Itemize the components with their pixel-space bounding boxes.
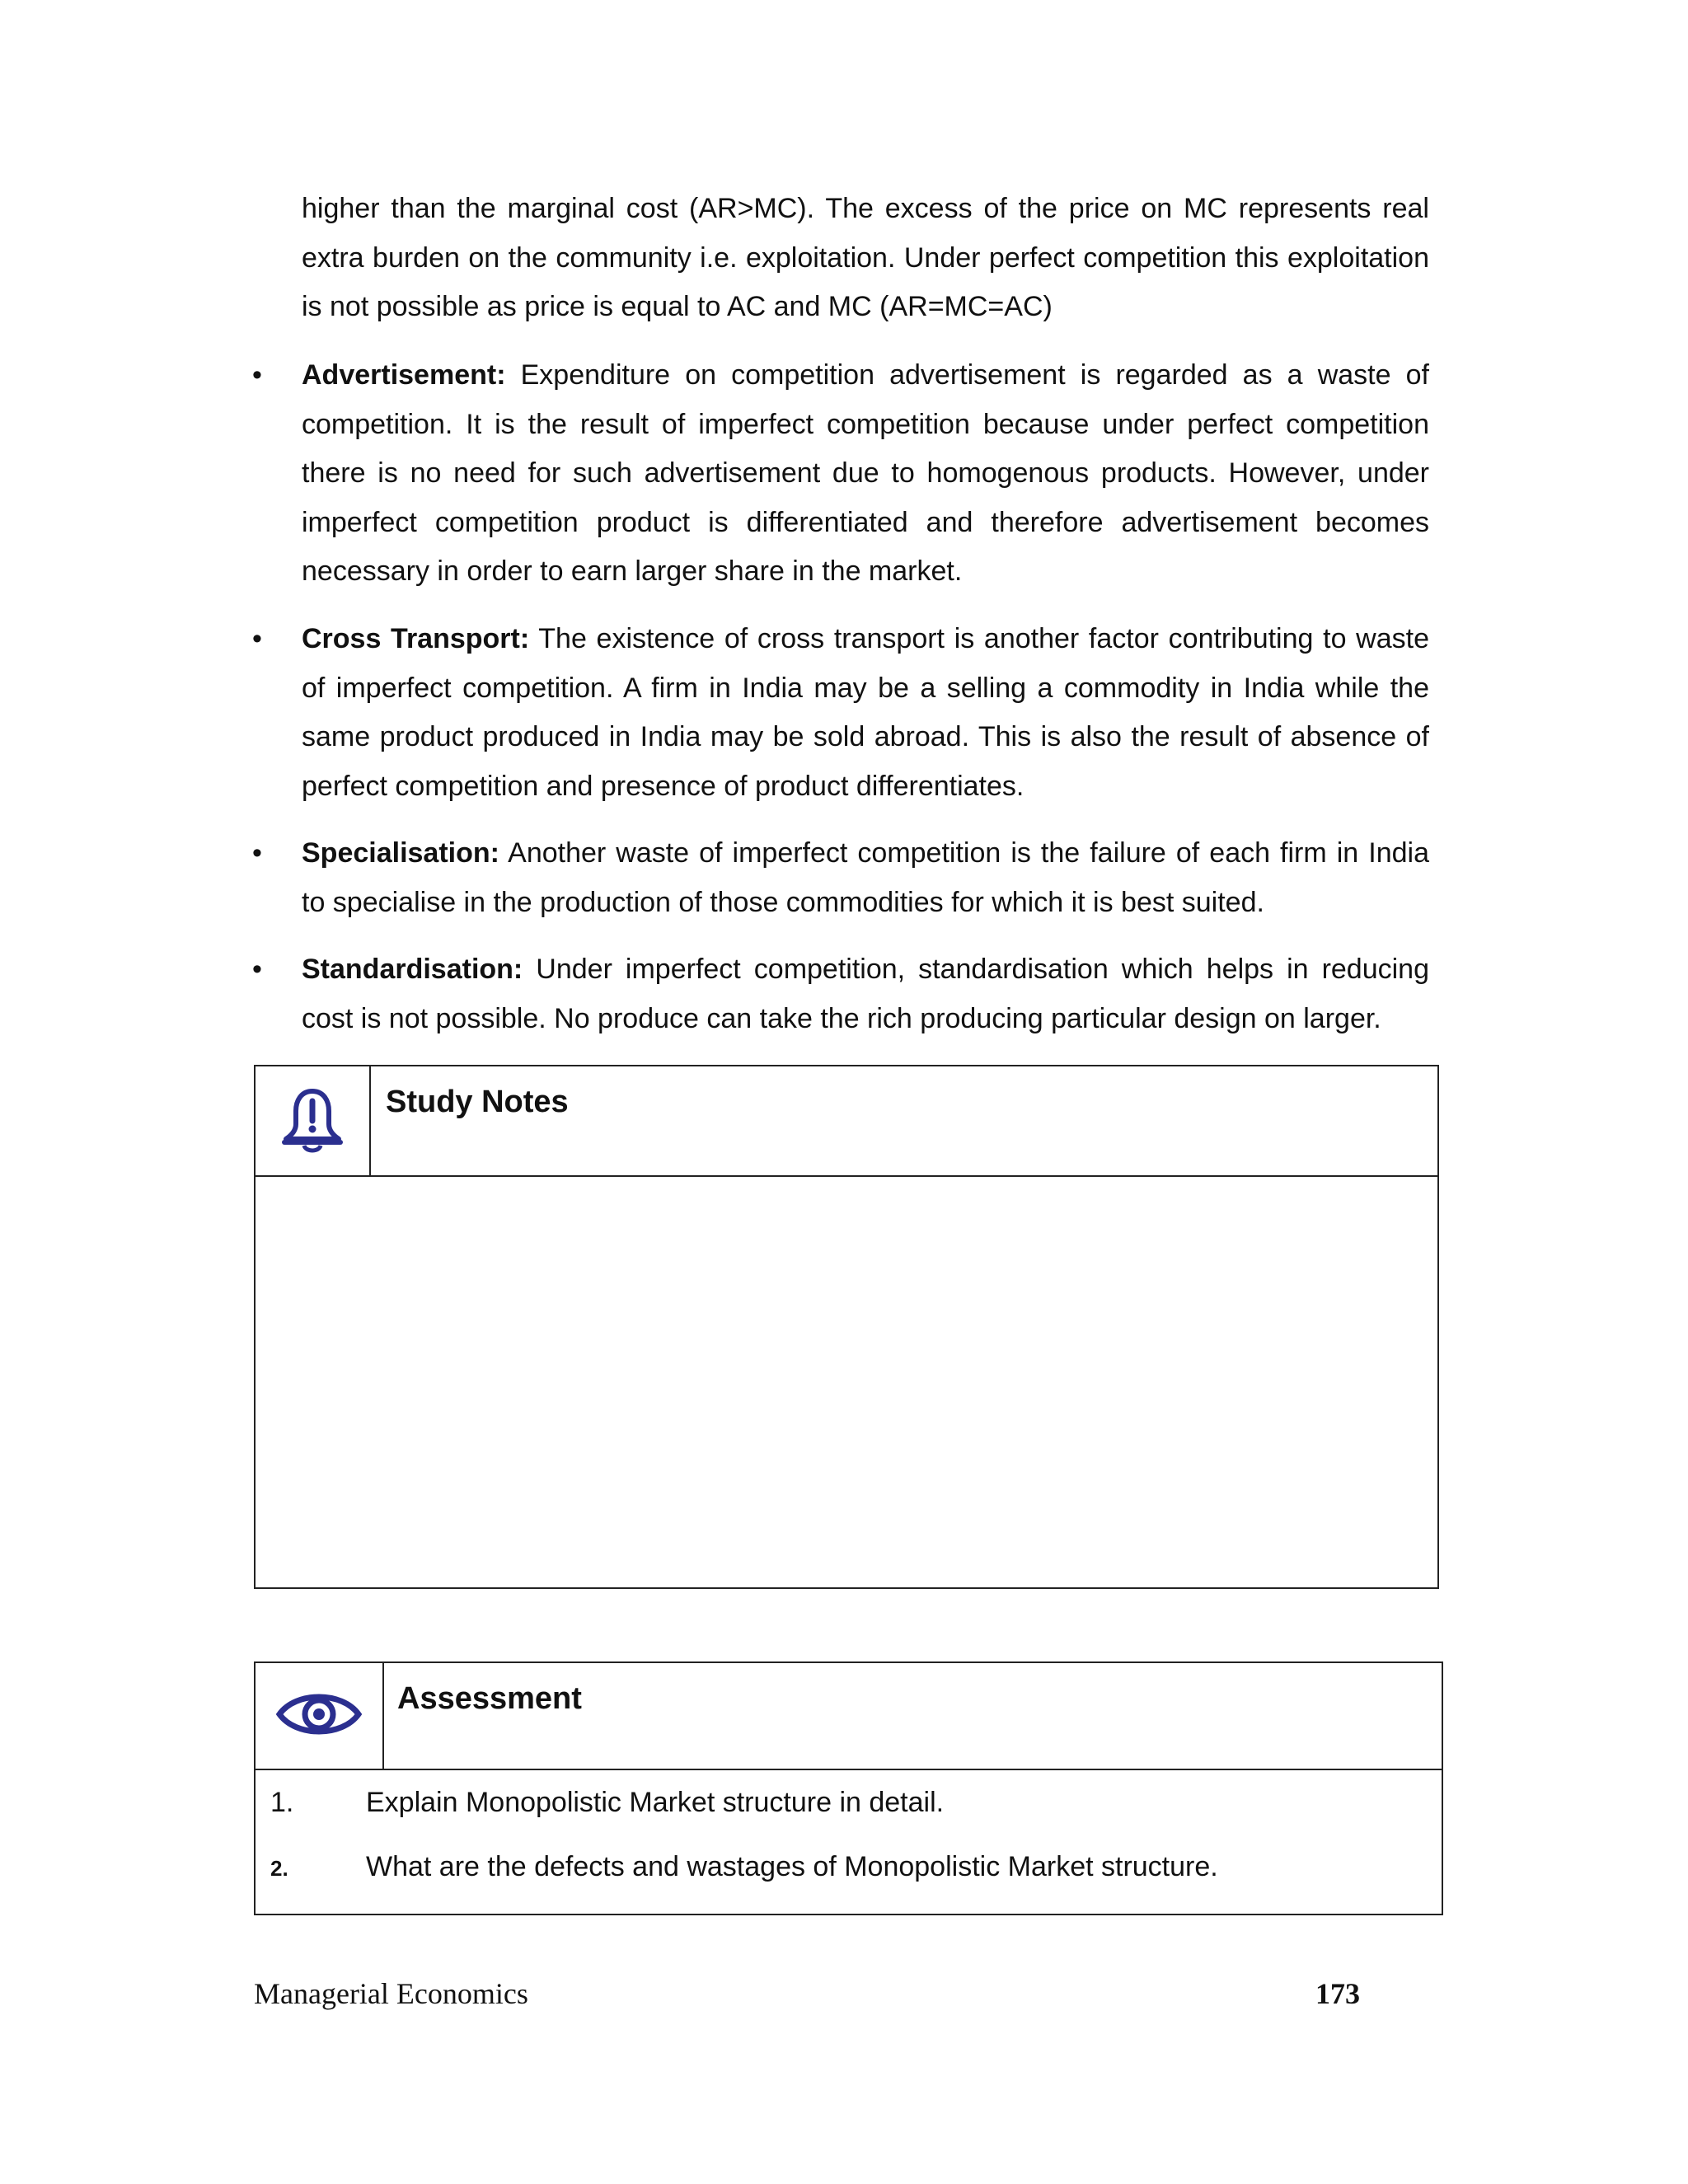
footer-page-number: 173	[1315, 1977, 1360, 2010]
bell-alert-icon	[278, 1085, 347, 1158]
question-number: 2.	[270, 1856, 288, 1881]
bullet-marker: •	[252, 954, 262, 985]
study-notes-header	[256, 1066, 1437, 1177]
question-text: Explain Monopolistic Market structure in detail.	[366, 1787, 945, 1818]
bullet-advertisement	[302, 351, 1429, 597]
eye-icon	[276, 1688, 362, 1745]
bullet-term: Advertisement:	[302, 359, 506, 391]
bullet-term: Cross Transport:	[302, 623, 530, 654]
bullet-marker: •	[252, 837, 262, 869]
study-notes-icon-cell	[256, 1066, 371, 1175]
bullet-standardisation	[302, 945, 1429, 1043]
question-number: 1.	[270, 1787, 294, 1818]
study-notes-body	[256, 1177, 1437, 1587]
bullet-term: Specialisation:	[302, 837, 499, 869]
assessment-icon-cell	[256, 1663, 384, 1769]
question-text: What are the defects and wastages of Monopolistic Market structure.	[366, 1851, 1218, 1882]
bullet-text: Under imperfect competition, standardisation which helps in reducing cost is not possible. No produce can take the rich producing particular design on larger.	[302, 954, 1429, 1034]
bullet-text: Expenditure on competition advertisement is regarded as a waste of competition. It is the result of imperfect competition because under perfect competition there is no need for such advertisement due to homogenous products. However, under imperfect competition product is differentiated and therefore advertisement becomes necessary in order to earn larger share in the market.	[302, 359, 1429, 587]
study-notes-title: Study Notes	[386, 1085, 569, 1119]
bullet-text: Another waste of imperfect competition is the failure of each firm in India to specialise in the production of those commodities for which it is best suited.	[302, 837, 1429, 918]
bullet-marker: •	[252, 623, 262, 654]
bullet-marker: •	[252, 359, 262, 391]
assessment-box	[254, 1661, 1443, 1915]
bullet-text: The existence of cross transport is another factor contributing to waste of imperfect competition. A firm in India may be a selling a commodity in India while the same product produced in India may be sold abroad. This is also the result of absence of perfect competition and presence of product differentiates.	[302, 623, 1429, 802]
study-notes-box	[254, 1065, 1439, 1589]
intro-paragraph: higher than the marginal cost (AR>MC). The excess of the price on MC represents real extra burden on the community i.e. exploitation. Under perfect competition this exploitation is not possible as price is equal to AC and MC (AR=MC=AC)	[302, 193, 1429, 322]
assessment-questions	[256, 1770, 1442, 1914]
assessment-title: Assessment	[397, 1681, 582, 1716]
footer-book-title: Managerial Economics	[254, 1977, 528, 2010]
bullet-cross-transport	[302, 615, 1429, 811]
bullet-term: Standardisation:	[302, 954, 523, 985]
bullet-specialisation	[302, 829, 1429, 927]
assessment-header	[256, 1663, 1442, 1770]
